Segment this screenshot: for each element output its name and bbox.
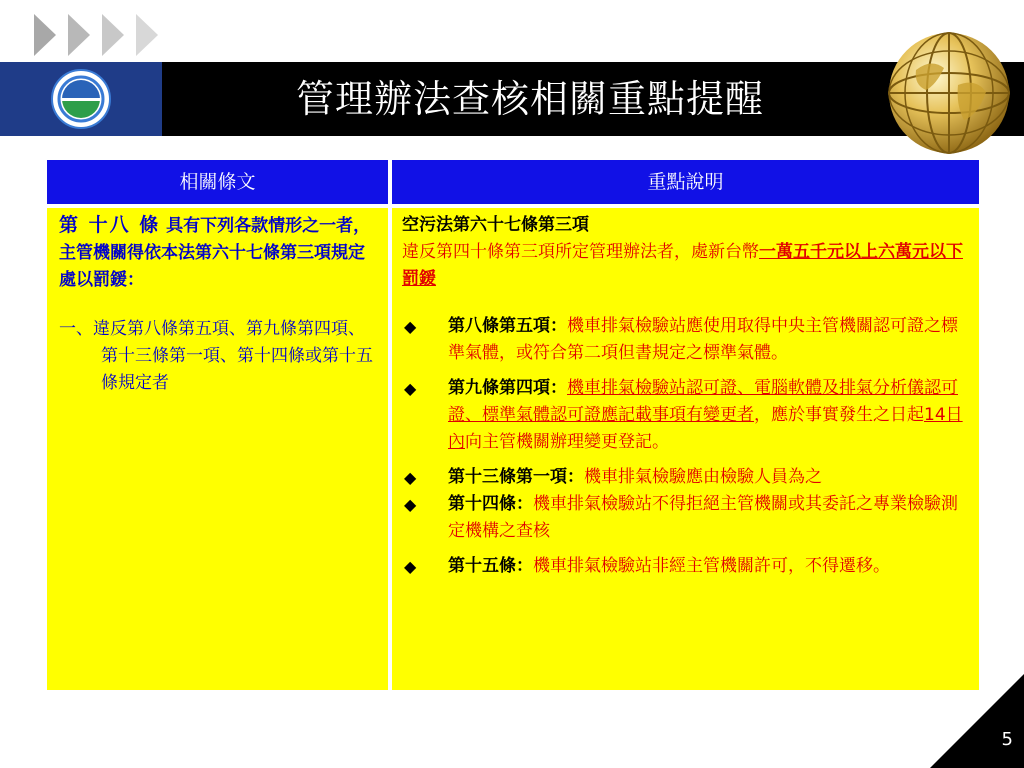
bullet-label: 第十五條： <box>448 556 533 576</box>
bullet-article-15 <box>402 553 963 580</box>
article-clause-1: 一、違反第八條第五項、第九條第四項、第十三條第一項、第十四條或第十五條規定者 <box>59 319 373 393</box>
cell-key-notes <box>392 208 979 690</box>
bullet-text: 機車排氣檢驗站應使用取得中央主管機關認可證之標準氣體，或符合第二項但書規定之標準氣體。 <box>448 316 958 363</box>
bullet-article-9 <box>402 375 963 456</box>
bullet-text: 機車排氣檢驗應由檢驗人員為之 <box>584 467 822 487</box>
page-title: 管理辦法查核相關重點提醒 <box>295 77 764 121</box>
cell-related-articles <box>47 208 388 690</box>
article-number: 第 十八 條 <box>59 214 161 236</box>
page-corner <box>930 674 1024 768</box>
chevron-right-icon <box>68 14 90 56</box>
bullet-article-8 <box>402 313 963 367</box>
article-text: 具有下列各款情形之一者，主管機關得依本法第六十七條第三項規定處以罰鍰： <box>59 216 371 290</box>
chevron-right-icon <box>34 14 56 56</box>
bullet-text: 機車排氣檢驗站非經主管機關許可，不得遷移。 <box>533 556 890 576</box>
bullet-text-end: 向主管機關辦理變更登記。 <box>465 432 669 452</box>
bullet-text: ，應於事實發生之日起 <box>754 405 924 425</box>
bullet-text: 機車排氣檢驗站不得拒絕主管機關或其委託之專業檢驗測定機構之查核 <box>448 494 958 541</box>
diamond-bullet-icon: ◆ <box>404 317 417 336</box>
bullet-article-14 <box>402 491 963 545</box>
bullet-label: 第九條第四項： <box>448 378 567 398</box>
epa-logo <box>50 68 112 130</box>
penalty-range: 一萬五千元以上六萬元以下罰鍰 <box>402 242 963 289</box>
diamond-bullet-icon: ◆ <box>404 495 417 514</box>
regulation-table <box>47 160 979 690</box>
diamond-bullet-icon: ◆ <box>404 379 417 398</box>
bullet-label: 第十三條第一項： <box>448 467 584 487</box>
globe-icon <box>886 30 1012 156</box>
deadline-days: 14日內 <box>448 405 963 452</box>
diamond-bullet-icon: ◆ <box>404 468 417 487</box>
bullet-label: 第八條第五項： <box>448 316 567 336</box>
article-18 <box>59 212 378 294</box>
law-body <box>402 239 963 293</box>
bullet-label: 第十四條： <box>448 494 533 514</box>
header-key-notes: 重點說明 <box>392 160 979 204</box>
page-number: 5 <box>1001 729 1013 750</box>
bullet-text-underlined: 機車排氣檢驗站認可證、電腦軟體及排氣分析儀認可證、標準氣體認可證應記載事項有變更者 <box>448 378 958 425</box>
bullet-article-13 <box>402 464 963 491</box>
chevron-right-icon <box>136 14 158 56</box>
chevron-right-icon <box>102 14 124 56</box>
header-related-articles: 相關條文 <box>47 160 388 204</box>
law-title: 空污法第六十七條第三項 <box>402 215 589 235</box>
header-chevrons <box>34 14 164 56</box>
diamond-bullet-icon: ◆ <box>404 557 417 576</box>
law-body-text: 違反第四十條第三項所定管理辦法者，處新台幣 <box>402 242 759 262</box>
